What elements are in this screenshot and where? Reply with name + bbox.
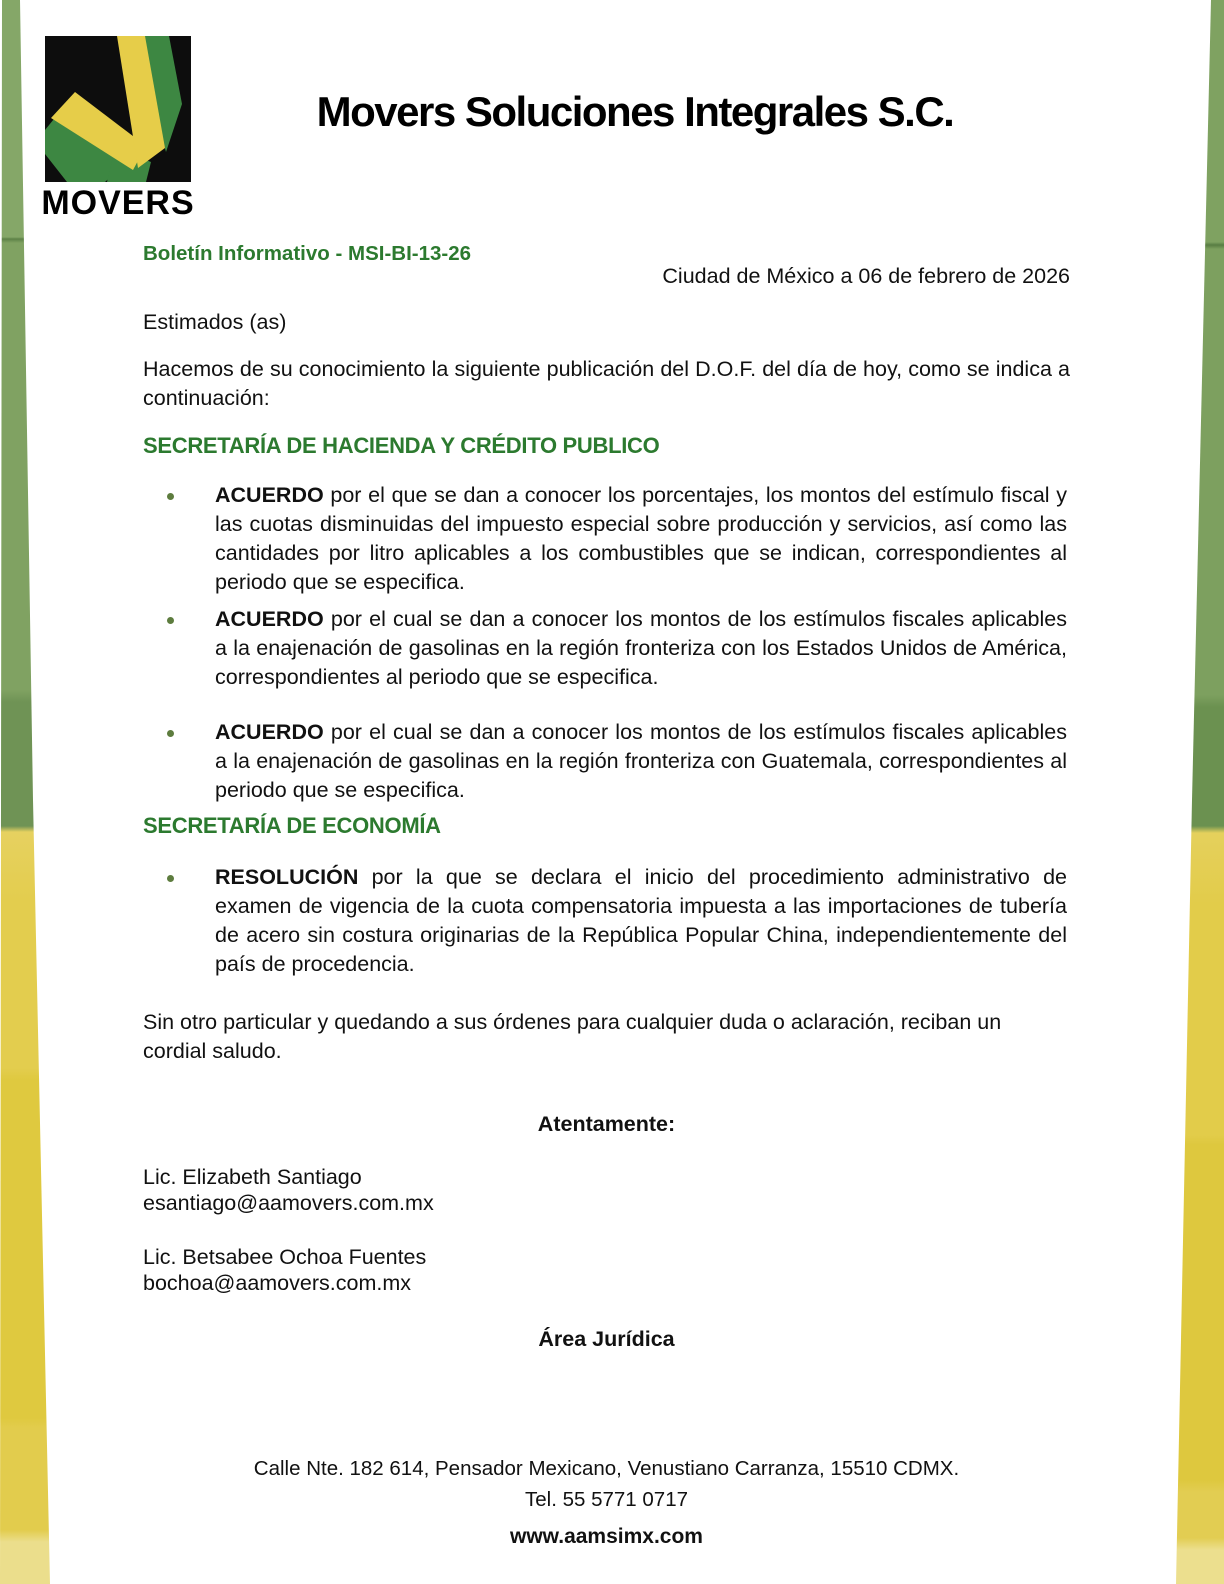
footer-address: Calle Nte. 182 614, Pensador Mexicano, Venustiano Carranza, 15510 CDMX. [253, 1457, 960, 1480]
bullet-item-text [215, 481, 1067, 597]
bullet-item-text [215, 863, 1067, 979]
item-lead: ACUERDO [215, 607, 324, 631]
contact-email: esantiago@aamovers.com.mx [143, 1191, 434, 1215]
bullet-icon [167, 730, 174, 737]
bullet-icon [167, 493, 174, 500]
item-lead: ACUERDO [215, 483, 324, 507]
section-heading-economia: SECRETARÍA DE ECONOMÍA [143, 813, 441, 838]
bullet-item-acuerdo-1 [143, 481, 1070, 597]
bullet-icon [167, 617, 174, 624]
item-body: por el cual se dan a conocer los montos de los estímulos fiscales aplicables a la enajenación de gasolinas en la región fronteriza con los Estados Unidos de América, correspondientes al periodo que se especifica. [215, 607, 1067, 689]
bullet-item-text [215, 718, 1067, 805]
date-line: Ciudad de México a 06 de febrero de 2026 [662, 264, 1070, 288]
company-title: Movers Soluciones Integrales S.C. [316, 88, 954, 135]
item-lead: RESOLUCIÓN [215, 865, 359, 889]
item-body: por el que se dan a conocer los porcentajes, los montos del estímulo fiscal y las cuotas disminuidas del impuesto especial sobre producción y servicios, así como las cantidades por litro aplicables a los combustibles que se indican, correspondientes al periodo que se especifica. [215, 483, 1067, 594]
item-lead: ACUERDO [215, 720, 324, 744]
logo-wordmark: MOVERS [41, 184, 195, 222]
contact-name: Lic. Elizabeth Santiago [143, 1165, 362, 1189]
bullet-item-acuerdo-2 [143, 605, 1070, 692]
closing-paragraph: Sin otro particular y quedando a sus órdenes para cualquier duda o aclaración, reciban un cordial saludo. [143, 1010, 1002, 1063]
footer-phone: Tel. 55 5771 0717 [525, 1488, 688, 1511]
bullet-item-acuerdo-3 [143, 718, 1070, 805]
right-decorative-bar [1164, 0, 1224, 1584]
greeting-text: Estimados (as) [143, 310, 287, 334]
contact-name: Lic. Betsabee Ochoa Fuentes [143, 1245, 427, 1269]
item-body: por la que se declara el inicio del procedimiento administrativo de examen de vigencia de la cuota compensatoria impuesta a las importaciones de tubería de acero sin costura originarias de la República Popular China, independientemente del país de procedencia. [215, 865, 1067, 976]
bullet-item-resolucion [143, 863, 1070, 979]
department-label: Área Jurídica [538, 1327, 675, 1351]
contact-email: bochoa@aamovers.com.mx [143, 1271, 411, 1295]
intro-paragraph: Hacemos de su conocimiento la siguiente publicación del D.O.F. del día de hoy, como se indica a continuación: [143, 357, 1070, 410]
footer-website: www.aamsimx.com [510, 1525, 703, 1548]
bulletin-label: Boletín Informativo - MSI-BI-13-26 [143, 242, 472, 265]
left-decorative-bar [0, 0, 60, 1584]
bullet-item-text [215, 605, 1067, 692]
signoff-label: Atentamente: [537, 1112, 676, 1136]
section-heading-hacienda: SECRETARÍA DE HACIENDA Y CRÉDITO PUBLICO [143, 433, 660, 458]
item-body: por el cual se dan a conocer los montos de los estímulos fiscales aplicables a la enajenación de gasolinas en la región fronteriza con Guatemala, correspondientes al periodo que se especifica. [215, 720, 1067, 802]
bullet-icon [167, 875, 174, 882]
